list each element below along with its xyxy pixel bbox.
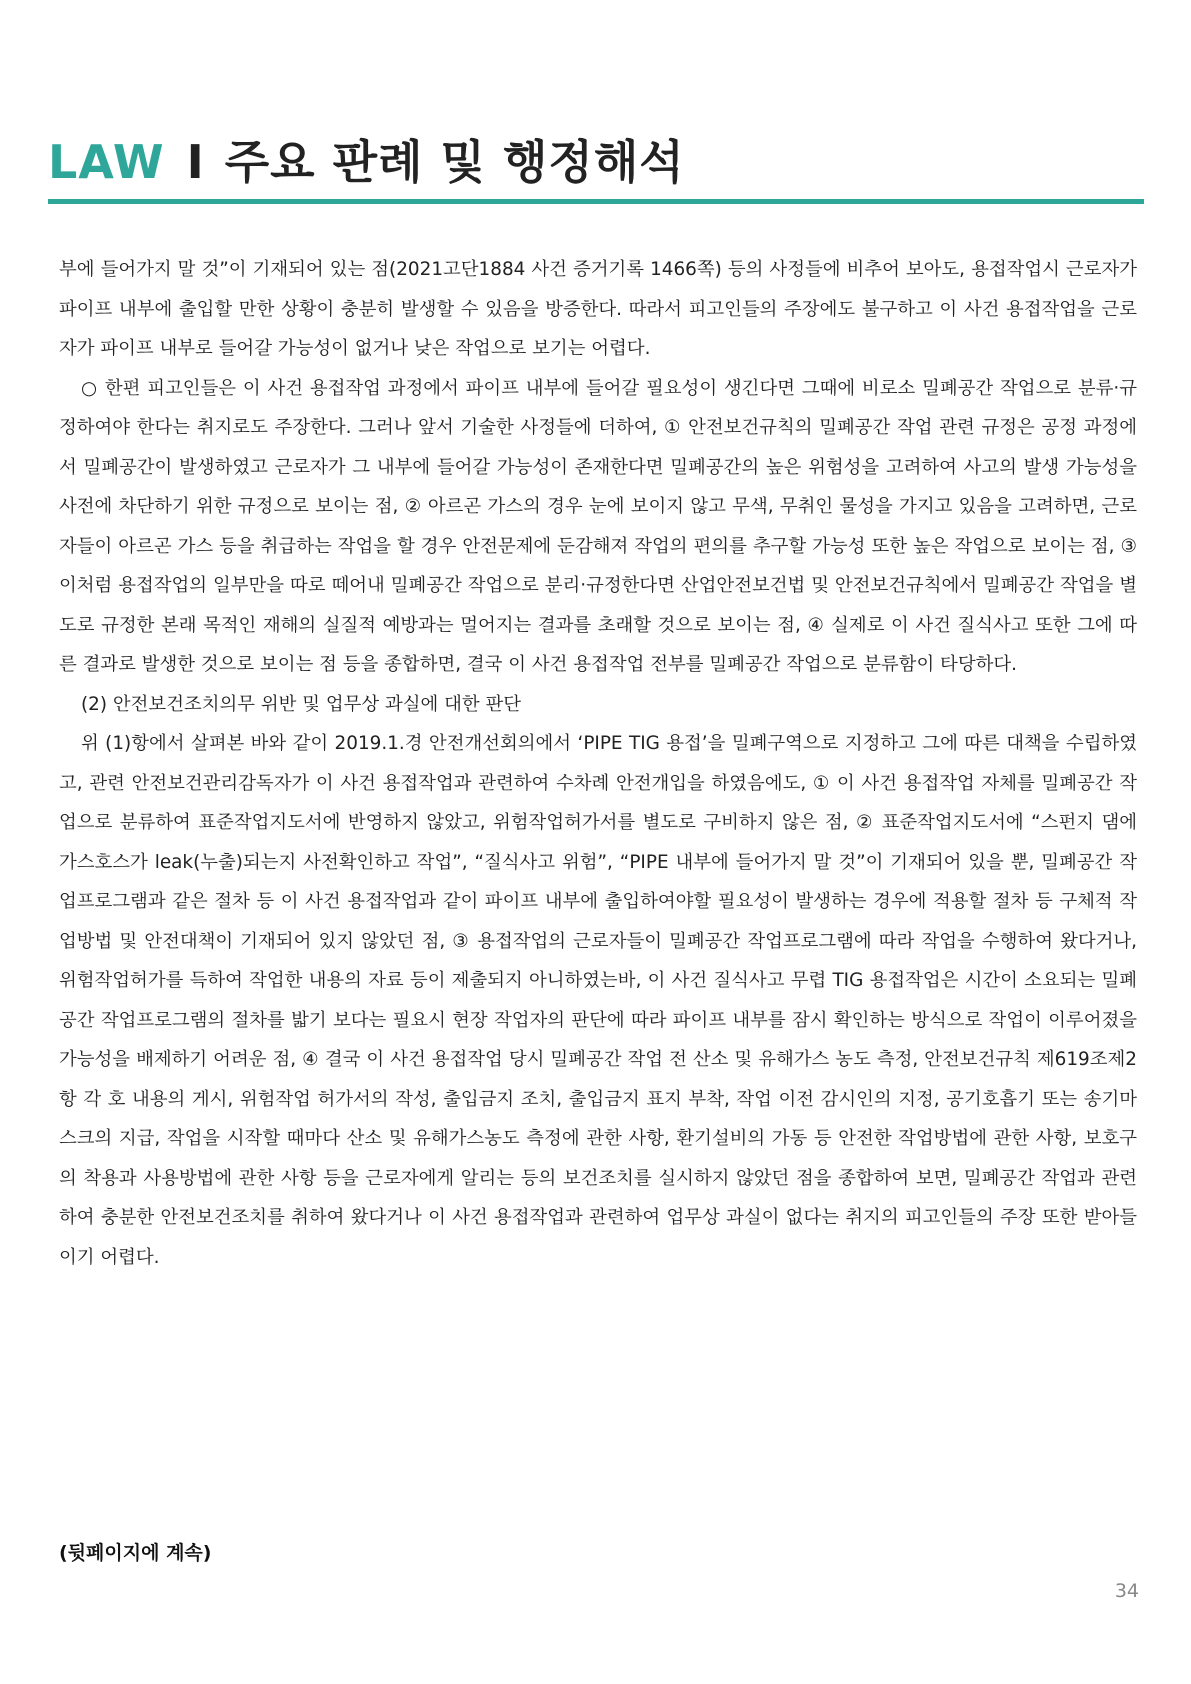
paragraph-3: 위 (1)항에서 살펴본 바와 같이 2019.1.경 안전개선회의에서 ‘PIPE TIG 용접’을 밀폐구역으로 지정하고 그에 따른 대책을 수립하였고, 관련 안전보건관리감독자가 이 사건 용접작업과 관련하여 수차례 안전개입을 하였음에도, ① 이 사건 용접작업 자체를 밀폐공간 작업으로 분류하여 표준작업지도서에 반영하지 않았고, 위험작업허가서를 별도로 구비하지 않은 점, ② 표준작업지도서에 “스펀지 댐에 가스호스가 leak(누출)되는지 사전확인하고 작업”, “질식사고 위험”, “PIPE 내부에 들어가지 말 것”이 기재되어 있을 뿐, 밀폐공간 작업프로그램과 같은 절차 등 이 사건 용접작업과 같이 파이프 내부에 출입하여야할 필요성이 발생하는 경우에 적용할 절차 등 구체적 작업방법 및 안전대책이 기재되어 있지 않았던 점, ③ 용접작업의 근로자들이 밀폐공간 작업프로그램에 따라 작업을 수행하여 왔다거나, 위험작업허가를 득하여 작업한 내용의 자료 등이 제출되지 아니하였는바, 이 사건 질식사고 무렵 TIG 용접작업은 시간이 소요되는 밀폐공간 작업프로그램의 절차를 밟기 보다는 필요시 현장 작업자의 판단에 따라 파이프 내부를 잠시 확인하는 방식으로 작업이 이루어졌을 가능성을 배제하기 어려운 점, ④ 결국 이 사건 용접작업 당시 밀폐공간 작업 전 산소 및 유해가스 농도 측정, 안전보건규칙 제619조제2항 각 호 내용의 게시, 위험작업 허가서의 작성, 출입금지 조치, 출입금지 표지 부착, 작업 이전 감시인의 지정, 공기호흡기 또는 송기마스크의 지급, 작업을 시작할 때마다 산소 및 유해가스농도 측정에 관한 사항, 환기설비의 가동 등 안전한 작업방법에 관한 사항, 보호구의 착용과 사용방법에 관한 사항 등을 근로자에게 알리는 등의 보건조치를 실시하지 않았던 점을 종합하여 보면, 밀폐공간 작업과 관련하여 충분한 안전보건조치를 취하여 왔다거나 이 사건 용접작업과 관련하여 업무상 과실이 없다는 취지의 피고인들의 주장 또한 받아들이기 어렵다.	[59, 733, 1138, 1268]
section-label: LAW	[48, 135, 165, 189]
page-header	[48, 130, 1144, 194]
title-text: 주요 판례 및 행정해석	[224, 135, 685, 189]
paragraph-1: 부에 들어가지 말 것”이 기재되어 있는 점(2021고단1884 사건 증거기록 1466쪽) 등의 사정들에 비추어 보아도, 용접작업시 근로자가 파이프 내부에 출입할 만한 상황이 충분히 발생할 수 있음을 방증한다. 따라서 피고인들의 주장에도 불구하고 이 사건 용접작업을 근로자가 파이프 내부로 들어갈 가능성이 없거나 낮은 작업으로 보기는 어렵다.	[59, 259, 1137, 359]
header-divider	[48, 199, 1144, 204]
paragraph-2: ○ 한편 피고인들은 이 사건 용접작업 과정에서 파이프 내부에 들어갈 필요성이 생긴다면 그때에 비로소 밀폐공간 작업으로 분류·규정하여야 한다는 취지로도 주장한다. 그러나 앞서 기술한 사정들에 더하여, ① 안전보건규칙의 밀폐공간 작업 관련 규정은 공정 과정에서 밀폐공간이 발생하였고 근로자가 그 내부에 들어갈 가능성이 존재한다면 밀폐공간의 높은 위험성을 고려하여 사고의 발생 가능성을 사전에 차단하기 위한 규정으로 보이는 점, ② 아르곤 가스의 경우 눈에 보이지 않고 무색, 무취인 물성을 가지고 있음을 고려하면, 근로자들이 아르곤 가스 등을 취급하는 작업을 할 경우 안전문제에 둔감해져 작업의 편의를 추구할 가능성 또한 높은 작업으로 보이는 점, ③ 이처럼 용접작업의 일부만을 따로 떼어내 밀폐공간 작업으로 분리·규정한다면 산업안전보건법 및 안전보건규칙에서 밀폐공간 작업을 별도로 규정한 본래 목적인 재해의 실질적 예방과는 멀어지는 결과를 초래할 것으로 보이는 점, ④ 실제로 이 사건 질식사고 또한 그에 따른 결과로 발생한 것으로 보이는 점 등을 종합하면, 결국 이 사건 용접작업 전부를 밀폐공간 작업으로 분류함이 타당하다.	[59, 377, 1138, 675]
page-number: 34	[1114, 1580, 1139, 1602]
document-body	[59, 250, 1137, 1277]
subsection-heading: (2) 안전보건조치의무 위반 및 업무상 과실에 대한 판단	[81, 693, 522, 715]
continued-note: (뒷페이지에 계속)	[59, 1542, 212, 1564]
title-separator: I	[186, 135, 205, 189]
page-title	[48, 130, 1144, 194]
